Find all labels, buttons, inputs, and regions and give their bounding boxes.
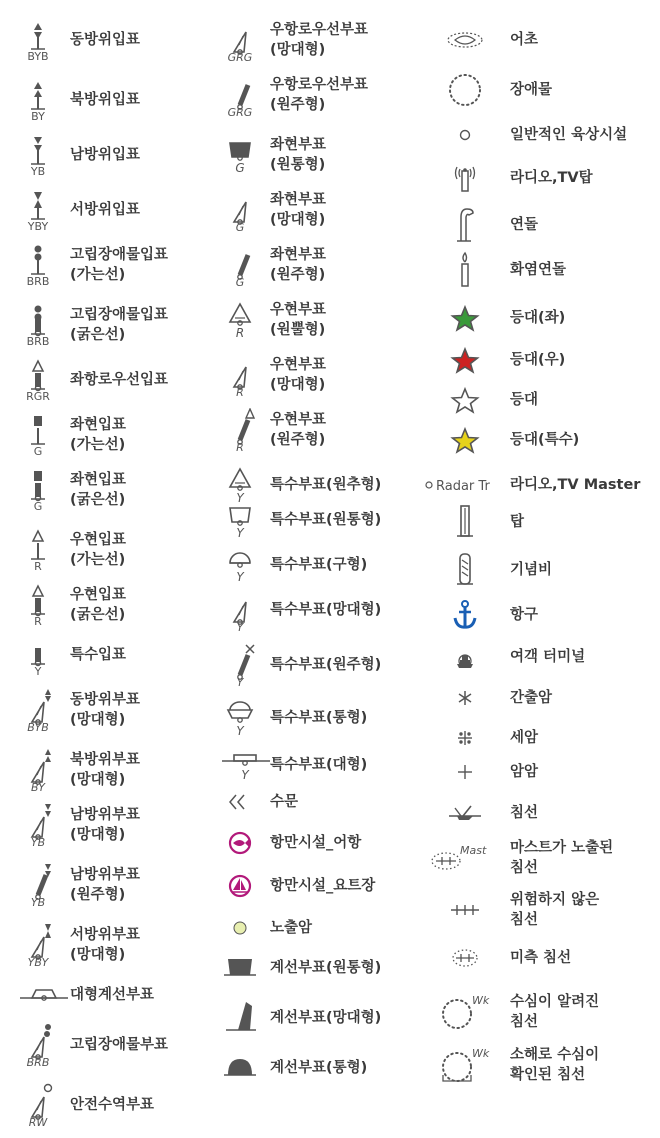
legend-label-line: 연돌 <box>510 217 539 233</box>
svg-text:Y: Y <box>236 491 244 505</box>
legend-label <box>510 948 571 968</box>
legend-label-line: 서방위입표 <box>70 202 141 218</box>
legend-label <box>70 200 140 220</box>
legend-label-line: 특수부표(대형) <box>270 757 368 773</box>
legend-label <box>270 555 367 575</box>
legend-label <box>70 805 140 845</box>
ferry-terminal-icon <box>435 642 495 676</box>
legend-label-line: 침선 <box>510 805 539 821</box>
legend-label-line: 노출암 <box>270 920 313 936</box>
legend-label <box>270 958 381 978</box>
legend-label <box>510 647 585 667</box>
starboard-beacon-thin-icon <box>18 529 60 575</box>
legend-label-line: (원통형) <box>270 157 326 173</box>
port-beacon-thin-icon <box>18 414 60 460</box>
legend-label-line: 암암 <box>510 764 539 780</box>
legend-column-3 <box>420 0 660 1138</box>
legend-label-line: 남방위부표 <box>70 867 141 883</box>
legend-label-line: 수문 <box>270 794 299 810</box>
legend-label-line: (원주형) <box>270 97 326 113</box>
legend-label-line: (가는선) <box>70 552 126 568</box>
legend-label <box>270 755 367 775</box>
starboard-pillar-buoy-icon <box>220 408 264 456</box>
legend-label <box>70 305 168 345</box>
sunken-rock-icon <box>435 757 495 791</box>
legend-label-line: 일반적인 육상시설 <box>510 127 628 143</box>
legend-label <box>270 410 326 450</box>
legend-label-line: 서방위부표 <box>70 927 141 943</box>
special-super-buoy-icon <box>220 745 272 789</box>
legend-label-line: 고립장애물입표 <box>70 307 169 323</box>
svg-text:Y: Y <box>236 526 244 540</box>
legend-label-line: 좌현입표 <box>70 417 127 433</box>
isolated-danger-buoy-icon <box>18 1023 62 1071</box>
svg-text:Wk: Wk <box>472 994 490 1007</box>
legend-label <box>510 992 599 1032</box>
svg-text:GRG: GRG <box>227 51 253 62</box>
svg-text:YBY: YBY <box>27 956 49 967</box>
legend-label <box>510 688 552 708</box>
svg-text:Wk: Wk <box>472 1047 490 1060</box>
legend-label <box>70 690 140 730</box>
legend-label-line: (원주형) <box>270 432 326 448</box>
rock-awash-icon <box>220 913 260 947</box>
legend-label <box>70 470 126 510</box>
svg-text:R: R <box>34 560 42 571</box>
legend-label-line: (망대형) <box>70 772 126 788</box>
rock-awash-dots-icon <box>435 723 495 757</box>
svg-text:G: G <box>235 161 245 175</box>
legend-label-line: 라디오,TV Master <box>510 477 641 493</box>
legend-label <box>510 1045 599 1085</box>
legend-label <box>270 876 375 896</box>
legend-label <box>70 865 140 905</box>
landmark-icon <box>435 120 495 154</box>
legend-column-1 <box>0 0 215 1138</box>
svg-text:R: R <box>235 326 245 340</box>
legend-label <box>70 530 126 570</box>
starboard-beacon-thick-icon <box>18 584 60 630</box>
fish-haven-icon <box>435 25 495 59</box>
safe-water-buoy-icon <box>18 1083 62 1131</box>
legend-label-line: 특수부표(원통형) <box>270 512 382 528</box>
wreck-safe-icon <box>435 895 495 929</box>
svg-text:BY: BY <box>30 781 46 792</box>
port-beacon-thick-icon <box>18 469 60 515</box>
svg-text:R: R <box>236 441 244 452</box>
legend-label-line: 특수부표(원추형) <box>270 477 382 493</box>
legend-label <box>70 370 168 390</box>
isolated-danger-beacon-thin-icon <box>18 244 60 290</box>
legend-label-line: 수심이 알려진 <box>510 994 600 1010</box>
svg-text:BYB: BYB <box>27 50 49 61</box>
preferred-starboard-spar-buoy-icon <box>220 18 264 66</box>
lighthouse-green-icon <box>435 303 495 337</box>
west-cardinal-beacon-icon <box>18 189 60 235</box>
legend-label-line: (가는선) <box>70 267 126 283</box>
legend-label-line: 침선 <box>510 912 539 928</box>
legend-label-line: 소해로 수심이 <box>510 1047 600 1063</box>
svg-text:RW: RW <box>28 1116 48 1127</box>
legend-label-line: 간출암 <box>510 690 553 706</box>
legend-label <box>70 1095 154 1115</box>
svg-text:YB: YB <box>30 896 46 907</box>
legend-label <box>270 1008 381 1028</box>
svg-text:RGR: RGR <box>26 390 50 401</box>
legend-label <box>270 918 312 938</box>
legend-label-line: (망대형) <box>270 42 326 58</box>
legend-label-line: 침선 <box>510 1014 539 1030</box>
legend-label <box>510 350 565 370</box>
east-cardinal-beacon-icon <box>18 19 60 65</box>
svg-text:BRB: BRB <box>26 1056 50 1067</box>
legend-label-line: 위험하지 않은 <box>510 892 600 908</box>
legend-label <box>510 512 524 532</box>
port-can-buoy-icon <box>220 135 264 179</box>
special-beacon-icon <box>18 634 60 680</box>
svg-text:YBY: YBY <box>27 220 49 231</box>
legend-label <box>270 245 326 285</box>
special-pillar-buoy-icon <box>220 643 264 691</box>
legend-label-line: 특수부표(망대형) <box>270 602 382 618</box>
legend-label-line: (굵은선) <box>70 492 126 508</box>
legend-label <box>70 245 168 285</box>
special-can-buoy-icon <box>220 500 264 544</box>
svg-text:G: G <box>33 500 43 511</box>
legend-label-line: 고립장애물부표 <box>70 1037 169 1053</box>
legend-label <box>70 30 140 50</box>
legend-label-line: 특수입표 <box>70 647 127 663</box>
svg-text:R: R <box>34 615 42 626</box>
legend-label-line: (망대형) <box>70 827 126 843</box>
svg-text:YB: YB <box>30 836 46 847</box>
legend-label-line: 좌현부표 <box>270 137 327 153</box>
svg-text:Y: Y <box>241 768 249 782</box>
svg-text:Y: Y <box>236 676 244 687</box>
legend-label-line: 확인된 침선 <box>510 1067 586 1083</box>
east-cardinal-spar-buoy-icon <box>18 688 62 736</box>
legend-label <box>270 475 381 495</box>
legend-label-line: 동방위입표 <box>70 32 141 48</box>
legend-label <box>270 300 326 340</box>
lighthouse-special-icon <box>435 425 495 459</box>
special-spherical-buoy-icon <box>220 545 264 589</box>
starboard-conical-buoy-icon <box>220 300 264 344</box>
special-barrel-buoy-icon <box>220 698 264 742</box>
legend-label <box>510 30 538 50</box>
legend-label <box>270 135 326 175</box>
svg-text:Y: Y <box>236 724 244 738</box>
wreck-swept-icon <box>435 1045 501 1089</box>
legend-label-line: (원주형) <box>70 887 126 903</box>
svg-text:BRB: BRB <box>26 335 50 346</box>
legend-label <box>270 510 381 530</box>
legend-label-line: 우현입표 <box>70 532 127 548</box>
legend-label-line: 등대(특수) <box>510 432 580 448</box>
legend-label-line: 계선부표(망대형) <box>270 1010 382 1026</box>
wreck-unsurveyed-icon <box>435 943 495 977</box>
legend-label-line: 특수부표(통형) <box>270 710 368 726</box>
legend-label <box>70 585 126 625</box>
legend-label <box>510 308 565 328</box>
legend-label <box>270 75 368 115</box>
legend-label-line: 대형계선부표 <box>70 987 155 1003</box>
legend-label-line: 마스트가 노출된 <box>510 840 614 856</box>
svg-text:G: G <box>235 276 245 287</box>
legend-label-line: 좌항로우선입표 <box>70 372 169 388</box>
legend-label-line: 동방위부표 <box>70 692 141 708</box>
legend-label <box>70 415 126 455</box>
legend-label <box>70 985 154 1005</box>
legend-label <box>510 762 538 782</box>
fishing-harbour-icon <box>220 828 260 862</box>
legend-label-line: 어초 <box>510 32 539 48</box>
legend-label-line: 우항로우선부표 <box>270 22 369 38</box>
south-cardinal-pillar-buoy-icon <box>18 863 62 911</box>
preferred-channel-beacon-icon <box>18 359 60 405</box>
monument-icon <box>435 550 495 594</box>
legend-label-line: 침선 <box>510 860 539 876</box>
anchor-icon <box>435 598 495 636</box>
wreck-known-depth-icon <box>435 992 501 1036</box>
tower-icon <box>435 502 495 546</box>
svg-text:Y: Y <box>236 570 244 584</box>
legend-label-line: 계선부표(통형) <box>270 1060 368 1076</box>
legend-label-line: 고립장애물입표 <box>70 247 169 263</box>
legend-label <box>510 80 552 100</box>
legend-label <box>70 750 140 790</box>
radar-tower-icon <box>424 473 498 501</box>
svg-text:Y: Y <box>236 621 244 632</box>
svg-text:Y: Y <box>34 665 42 676</box>
legend-label <box>270 355 326 395</box>
legend-label <box>270 655 381 675</box>
legend-label <box>270 1058 367 1078</box>
legend-label-line: 우항로우선부표 <box>270 77 369 93</box>
south-cardinal-beacon-icon <box>18 134 60 180</box>
sluice-gate-icon <box>220 787 260 821</box>
legend-label-line: 우현부표 <box>270 302 327 318</box>
legend-label-line: (굵은선) <box>70 327 126 343</box>
chimney-icon <box>435 205 495 249</box>
obstruction-icon <box>435 70 495 114</box>
legend-label-line: 특수부표(구형) <box>270 557 368 573</box>
isolated-danger-beacon-thick-icon <box>18 304 60 350</box>
svg-text:Mast: Mast <box>460 844 487 857</box>
legend-label-line: 등대(우) <box>510 352 566 368</box>
lighthouse-icon <box>435 385 495 419</box>
mooring-barrel-buoy-icon <box>220 1051 264 1089</box>
legend-label <box>510 560 552 580</box>
legend-label-line: 안전수역부표 <box>70 1097 155 1113</box>
north-cardinal-spar-buoy-icon <box>18 748 62 796</box>
port-spar-buoy-icon <box>220 188 264 236</box>
legend-label <box>270 190 326 230</box>
svg-text:BY: BY <box>31 110 45 121</box>
legend-label-line: 항구 <box>510 607 539 623</box>
legend-label <box>270 20 368 60</box>
wreck-icon <box>435 798 495 832</box>
legend-label <box>70 1035 168 1055</box>
south-cardinal-spar-buoy-icon <box>18 803 62 851</box>
radio-tower-icon <box>435 161 495 199</box>
preferred-starboard-pillar-buoy-icon <box>220 73 264 121</box>
west-cardinal-spar-buoy-icon <box>18 923 62 971</box>
legend-label-line: 북방위입표 <box>70 92 141 108</box>
large-mooring-buoy-icon <box>18 980 70 1014</box>
legend-label-line: 기념비 <box>510 562 553 578</box>
svg-text:GRG: GRG <box>227 106 253 117</box>
legend-label <box>70 145 140 165</box>
legend-label <box>270 708 367 728</box>
svg-text:G: G <box>33 445 43 456</box>
legend-label-line: 등대 <box>510 392 539 408</box>
flare-stack-icon <box>435 250 495 294</box>
legend-label-line: 미측 침선 <box>510 950 572 966</box>
legend-label-line: 계선부표(원통형) <box>270 960 382 976</box>
north-cardinal-beacon-icon <box>18 79 60 125</box>
legend-label <box>510 390 538 410</box>
legend-label <box>510 605 538 625</box>
legend-label <box>270 600 381 620</box>
yacht-harbour-icon <box>220 871 260 905</box>
legend-label-line: 북방위부표 <box>70 752 141 768</box>
starboard-spar-buoy-icon <box>220 353 264 401</box>
lighthouse-red-icon <box>435 345 495 379</box>
legend-label <box>510 260 566 280</box>
svg-text:Radar Tr: Radar Tr <box>436 479 490 494</box>
legend-label-line: (망대형) <box>70 712 126 728</box>
legend-label-line: 좌현부표 <box>270 247 327 263</box>
legend-label <box>70 90 140 110</box>
legend-label <box>510 215 538 235</box>
mooring-spar-buoy-icon <box>220 998 264 1042</box>
legend-label <box>270 792 298 812</box>
legend-label-line: (원주형) <box>270 267 326 283</box>
legend-label <box>510 125 627 145</box>
svg-text:R: R <box>236 386 244 397</box>
legend-label-line: 장애물 <box>510 82 553 98</box>
svg-text:BYB: BYB <box>27 721 49 732</box>
legend-label <box>510 430 579 450</box>
legend-label <box>510 838 613 878</box>
legend-label <box>70 645 126 665</box>
legend-label-line: 남방위입표 <box>70 147 141 163</box>
rock-awash-star-icon <box>435 683 495 717</box>
legend-label <box>270 833 361 853</box>
legend-label-line: 라디오,TV탑 <box>510 170 593 186</box>
svg-text:YB: YB <box>30 165 46 176</box>
svg-text:G: G <box>235 221 245 232</box>
svg-text:BRB: BRB <box>26 275 50 286</box>
legend-label-line: 좌현입표 <box>70 472 127 488</box>
legend-label-line: 화염연돌 <box>510 262 567 278</box>
legend-label-line: 탑 <box>510 514 525 530</box>
legend-label <box>510 803 538 823</box>
special-spar-buoy-icon <box>220 588 264 636</box>
port-pillar-buoy-icon <box>220 243 264 291</box>
legend-label-line: (망대형) <box>270 377 326 393</box>
legend-label-line: 우현입표 <box>70 587 127 603</box>
legend-label <box>70 925 140 965</box>
legend-label <box>510 475 640 495</box>
legend-label <box>510 890 599 930</box>
legend-label-line: 항만시설_요트장 <box>270 878 376 894</box>
legend-label-line: (굵은선) <box>70 607 126 623</box>
legend-label-line: (원뿔형) <box>270 322 326 338</box>
legend-label <box>510 168 593 188</box>
legend-label-line: 등대(좌) <box>510 310 566 326</box>
legend-label-line: 남방위부표 <box>70 807 141 823</box>
legend-label-line: (가는선) <box>70 437 126 453</box>
legend-label-line: (망대형) <box>70 947 126 963</box>
legend-label-line: 좌현부표 <box>270 192 327 208</box>
legend-label-line: 세암 <box>510 730 539 746</box>
legend-label-line: 항만시설_어항 <box>270 835 362 851</box>
wreck-mast-icon <box>424 841 494 879</box>
legend-label-line: 우현부표 <box>270 357 327 373</box>
mooring-can-buoy-icon <box>220 951 264 989</box>
legend-column-2 <box>205 0 435 1138</box>
legend-label-line: 특수부표(원주형) <box>270 657 382 673</box>
legend-label-line: 우현부표 <box>270 412 327 428</box>
legend-label-line: (망대형) <box>270 212 326 228</box>
legend-label <box>510 728 538 748</box>
legend-label-line: 여객 터미널 <box>510 649 586 665</box>
